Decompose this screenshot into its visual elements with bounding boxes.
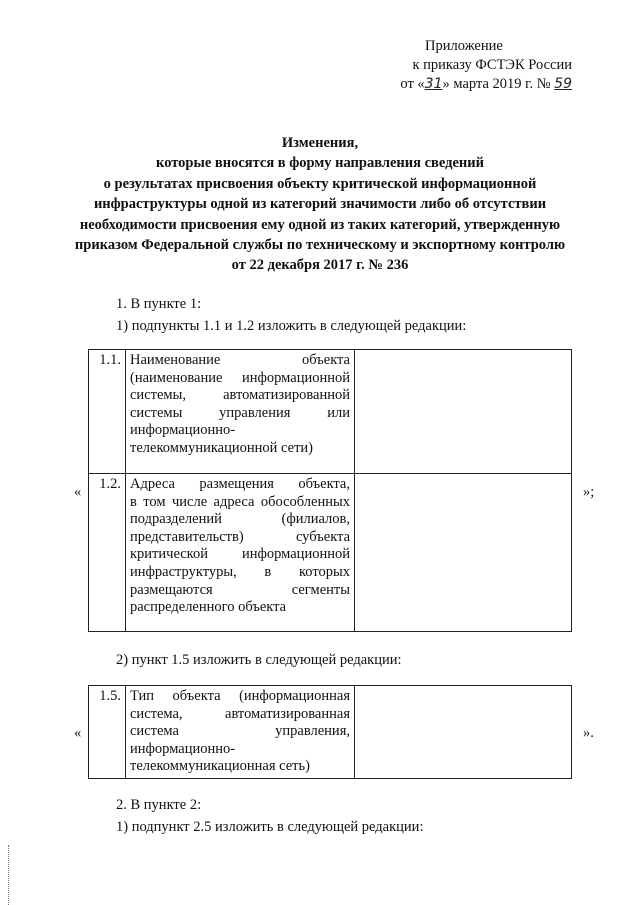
text-line: критической информационной — [130, 546, 350, 563]
text-line: системы управления или — [130, 404, 350, 421]
text-line: системы, автоматизированной — [130, 387, 350, 404]
row-number: 1.1. — [89, 350, 126, 474]
section-2-sub-1: 1) подпункт 2.5 изложить в следующей редакции: — [116, 819, 424, 835]
table-row — [89, 350, 572, 474]
appendix-header — [362, 37, 572, 94]
text-line: подразделений (филиалов, — [130, 511, 350, 528]
heading-line: о результатах присвоения объекту критической информационной — [103, 175, 537, 192]
text-line: размещаются сегменты — [130, 581, 350, 598]
heading-line: необходимости присвоения ему одной из таких категорий, утвержденную — [79, 216, 561, 233]
date-day-handwritten: 31 — [424, 76, 443, 92]
row-value-empty — [355, 350, 572, 474]
heading-line: Изменения, — [281, 135, 359, 151]
table-row — [89, 474, 572, 632]
heading-line: приказом Федеральной службы по техническому и экспортному контролю — [74, 237, 566, 254]
section-1-sub-1: 1) подпункты 1.1 и 1.2 изложить в следующей редакции: — [116, 318, 467, 334]
row-number: 1.5. — [89, 686, 126, 779]
table-row — [89, 686, 572, 779]
text-line: информационно- — [130, 422, 236, 439]
appendix-date — [362, 75, 572, 94]
section-2-title: 2. В пункте 2: — [116, 797, 202, 813]
text-line: распределенного объекта — [130, 599, 287, 616]
text-line: представительств) субъекта — [130, 528, 350, 545]
row-value-empty — [355, 686, 572, 779]
row-number: 1.2. — [89, 474, 126, 632]
order-number-handwritten: 59 — [554, 76, 572, 92]
table1-close-quote: »; — [583, 484, 595, 500]
table2-close-quote: ». — [583, 725, 594, 741]
scan-margin-marks — [8, 845, 11, 905]
text-line: система, автоматизированная — [130, 705, 350, 722]
row-value-empty — [355, 474, 572, 632]
text-line: система управления, — [130, 723, 350, 740]
text-line: телекоммуникационная сеть) — [130, 758, 310, 775]
section-1-title: 1. В пункте 1: — [116, 296, 202, 312]
table1-open-quote: « — [74, 484, 82, 500]
table-1 — [88, 349, 572, 632]
text-line: (наименование информационной — [130, 369, 350, 386]
section-1-sub-2: 2) пункт 1.5 изложить в следующей редакции: — [116, 652, 402, 668]
heading-line: которые вносятся в форму направления сведений — [156, 155, 484, 172]
table-2 — [88, 685, 572, 779]
date-prefix: от « — [400, 76, 425, 92]
row-description — [126, 686, 355, 779]
text-line: Тип объекта (информационная — [130, 688, 350, 704]
text-line: инфраструктуры, в которых — [130, 563, 350, 580]
text-line: Наименование объекта — [130, 352, 350, 368]
table2-open-quote: « — [74, 725, 82, 741]
appendix-order: к приказу ФСТЭК России — [412, 57, 572, 73]
text-line: телекоммуникационной сети) — [130, 439, 314, 456]
appendix-title: Приложение — [425, 38, 503, 54]
row-description — [126, 350, 355, 474]
text-line: Адреса размещения объекта, — [130, 476, 350, 492]
text-line: в том числе адреса обособленных — [130, 493, 350, 510]
row-description — [126, 474, 355, 632]
text-line: информационно- — [130, 740, 236, 757]
document-heading — [40, 133, 600, 276]
heading-line: инфраструктуры одной из категорий значимости либо об отсутствии — [93, 196, 547, 213]
heading-line: от 22 декабря 2017 г. № 236 — [231, 257, 409, 274]
date-mid: » марта 2019 г. № — [442, 76, 551, 92]
